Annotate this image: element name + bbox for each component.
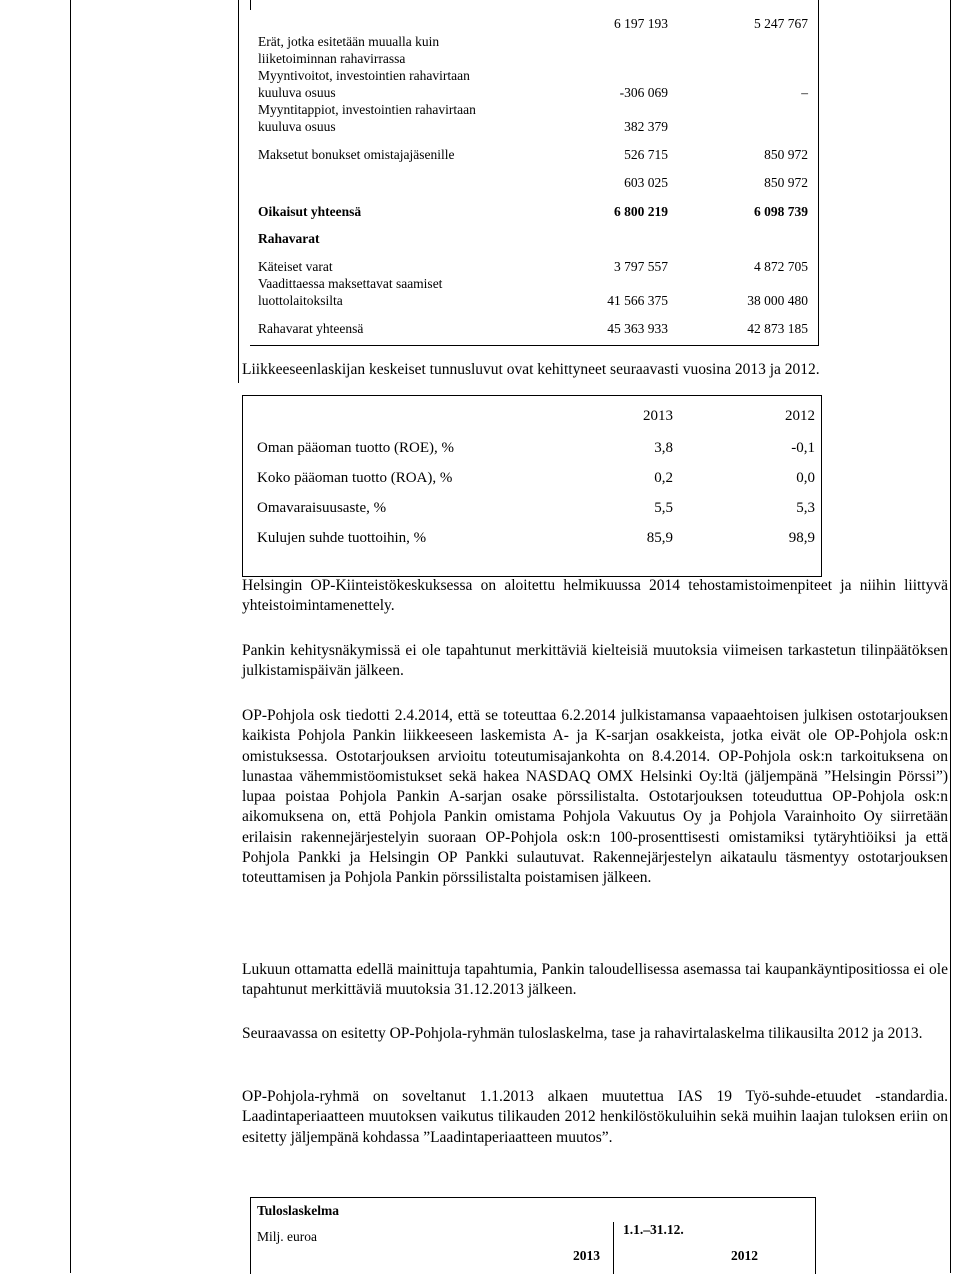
value-2013: 41 566 375 (607, 293, 668, 308)
table-title: Tuloslaskelma (257, 1203, 340, 1218)
year-2013-header: 2013 (573, 1248, 600, 1263)
value-2013: 382 379 (624, 119, 668, 134)
value-2012: 42 873 185 (747, 321, 808, 336)
table-bottom-line (250, 345, 819, 346)
value-2012: 6 098 739 (754, 204, 808, 219)
ratio-2012: 5,3 (796, 500, 815, 516)
ratio-2013: 5,5 (654, 500, 673, 516)
row-label: Vaadittaessa maksettavat saamiset (258, 276, 443, 291)
year-2012-header: 2012 (731, 1248, 758, 1263)
value-2012: 850 972 (764, 175, 808, 190)
ratio-2013: 0,2 (654, 470, 673, 486)
right-margin-line (950, 0, 951, 1273)
ratio-2012: 98,9 (788, 530, 815, 546)
ratio-label: Omavaraisuusaste, % (257, 500, 387, 516)
row-label: liiketoiminnan rahavirrassa (258, 51, 406, 66)
row-label: Erät, jotka esitetään muualla kuin (258, 34, 440, 49)
paragraph: Helsingin OP-Kiinteistökeskuksessa on aloitettu helmikuussa 2014 tehostamistoimenpiteet ja niihin liittyvä yhteistoimintamenettely. (242, 577, 948, 615)
value-2013: 45 363 933 (607, 321, 668, 336)
row-label: kuuluva osuus (258, 85, 336, 100)
table-frame-left (238, 0, 239, 383)
ratio-2012: -0,1 (791, 440, 815, 456)
value-2013: 526 715 (624, 147, 668, 162)
row-label: Myyntitappiot, investointien rahavirtaan (258, 102, 476, 117)
left-margin-line (70, 0, 71, 1273)
row-label: Myyntivoitot, investointien rahavirtaan (258, 68, 470, 83)
paragraph: OP-Pohjola-ryhmä on soveltanut 1.1.2013 alkaen muutettua IAS 19 Työ-suhde-etuudet -standardia. Laadintaperiaatteen muutoksen vaikutus tilikauden 2012 henkilöstökuluihin sekä muihin laajan tuloksen eriin on esitetty jäljempänä kohdassa ”Laadintaperiaatteen muutos”. (242, 1088, 948, 1146)
row-label: kuuluva osuus (258, 119, 336, 134)
row-label: Rahavarat yhteensä (258, 321, 364, 336)
paragraph: OP-Pohjola osk tiedotti 2.4.2014, että se toteuttaa 6.2.2014 julkistamansa vapaaehtoisen julkisen ostotarjouksen kaikista Pohjola Pankin liikkeeseen laskemista A- ja K-sarjan osakkeista, jotka eivät ole OP-Pohjola osk:n omistuksessa. Ostotarjouksen arvioitu toteutumisajankohta on 8.4.2014. OP-Pohjola osk:n tarkoituksena on lunastaa vähemmistöomistukset sekä hakea NASDAQ OMX Helsinki Oy:ltä (jäljempänä ”Helsingin Pörssi”) lupaa poistaa Pohjola Pankin A-sarjan osake pörssilistalta. Ostotarjouksen toteuduttua OP-Pohjola osk:n aikomuksena on, että Pohjola Pankin omistama Pohjola Vakuutus Oy ja Pohjola Varainhoito Oy siirretään erilaisin rakennejärjestelyin suoraan OP-Pohjola osk:n 100-prosenttisesti omistamiksi tytäryhtiöiksi ja että Pohjola Pankki ja Helsingin OP Pankki sulautuvat. Rakennejärjestelyn aikataulu täsmentyy ostotarjouksen toteuttamisen ja Pohjola Pankin pörssilistalta poistamisen jälkeen. (242, 707, 948, 887)
value-2013: 603 025 (624, 175, 668, 190)
income-statement-table (250, 1197, 816, 1274)
value-2012: – (801, 85, 808, 100)
key-ratios-table (242, 395, 822, 577)
ratio-label: Oman pääoman tuotto (ROE), % (257, 440, 455, 456)
value-2013: -306 069 (619, 85, 668, 100)
ratio-2012: 0,0 (796, 470, 815, 486)
period-label: 1.1.–31.12. (623, 1222, 684, 1237)
ratio-label: Koko pääoman tuotto (ROA), % (257, 470, 453, 486)
value-2012: 38 000 480 (747, 293, 808, 308)
unit-label: Milj. euroa (257, 1229, 317, 1244)
value-2013: 6 197 193 (614, 16, 668, 31)
column-divider (613, 1222, 614, 1274)
row-label: Maksetut bonukset omistajajäsenille (258, 147, 455, 162)
table-inner-left (250, 0, 251, 10)
value-2012: 4 872 705 (754, 259, 808, 274)
row-label: luottolaitoksilta (258, 293, 343, 308)
value-2013: 6 800 219 (614, 204, 668, 219)
ratio-2013: 3,8 (654, 440, 673, 456)
paragraph: Pankin kehitysnäkymissä ei ole tapahtunut merkittäviä kielteisiä muutoksia viimeisen tarkastetun tilinpäätöksen julkistamispäivän jälkeen. (242, 642, 948, 680)
ratio-intro-text: Liikkeeseenlaskijan keskeiset tunnusluvut ovat kehittyneet seuraavasti vuosina 2013 ja 2012. (242, 361, 820, 378)
paragraph: Lukuun ottamatta edellä mainittuja tapahtumia, Pankin taloudellisessa asemassa tai kaupankäyntipositiossa ei ole tapahtunut merkittäviä muutoksia 31.12.2013 jälkeen. (242, 961, 948, 999)
value-2012: 850 972 (764, 147, 808, 162)
ratio-label: Kulujen suhde tuottoihin, % (257, 530, 427, 546)
row-label: Rahavarat (258, 231, 320, 246)
ratio-2013: 85,9 (646, 530, 673, 546)
paragraph: Seuraavassa on esitetty OP-Pohjola-ryhmän tuloslaskelma, tase ja rahavirtalaskelma tilikausilta 2012 ja 2013. (242, 1025, 923, 1042)
header-2013: 2013 (643, 408, 673, 424)
row-label: Käteiset varat (258, 259, 333, 274)
header-2012: 2012 (785, 408, 815, 424)
value-2013: 3 797 557 (614, 259, 668, 274)
table-frame-right (818, 0, 819, 345)
value-2012: 5 247 767 (754, 16, 808, 31)
row-label: Oikaisut yhteensä (258, 204, 362, 219)
